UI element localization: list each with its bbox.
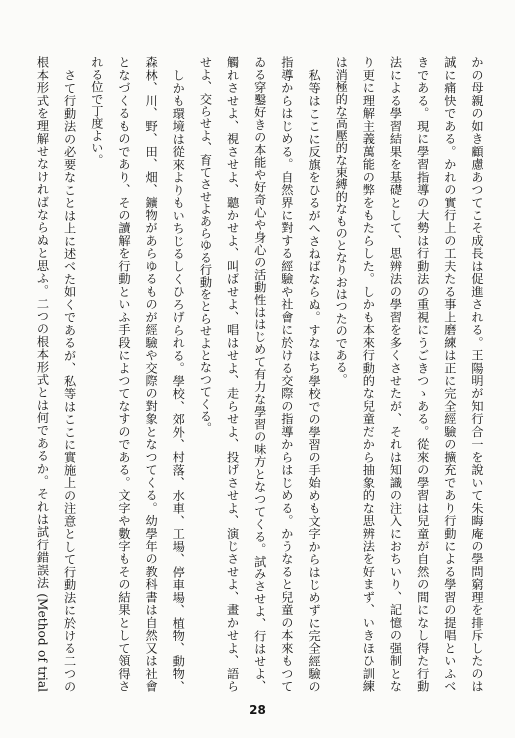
- text-column-3: きである。現に學習指導の大勢は行動法の重視にうごきつゝある。從來の學習は兒童が自然の間になし得た行動: [415, 56, 430, 692]
- text-column-17: 根本形式を理解せなければならぬと思ふ。二つの根本形式とは何であるか。それは試行錯誤法 (Method of trial: [35, 56, 50, 692]
- text-column-14: となづくるものであり、その讀解を行動といふ手段によつてなすのである。文字や數字もその結果として領得さ: [116, 56, 131, 692]
- text-column-7: 私等はここに反旗をひるがへさねばならぬ。すなはち學校での學習の手始めも文字からはじめずに完全經驗の: [307, 68, 322, 692]
- text-column-10: 觸れさせよ、視させよ、聽かせよ、叫ばせよ、唱はせよ、走らせよ、投げさせよ、演じさせよ、畫かせよ、語ら: [225, 56, 240, 692]
- text-column-1: かの母親の如き顧慮あつてこそ成長は促進される。王陽明が知行合一を說いて朱晦庵の學問窮理を排斥したのは: [470, 56, 484, 692]
- text-column-8: 指導からはじめる。自然界に對する經驗や社會に於ける交際の指導からはじめる。かうなると兒童の本來もつて: [279, 56, 294, 692]
- text-column-13: 森林、川、野、田、畑、鑛物があらゆるものが經驗や交際の對象となつてくる。幼學年の教科書は自然又は社會: [144, 56, 159, 692]
- text-column-16: さて行動法の必要なことは上に述べた如くであるが、私等はここに實施上の注意として行動法に於ける二つの: [62, 68, 77, 692]
- text-column-4: 法による學習結果を基礎として、思辨法の學習を多くさせたが、それは知識の注入におちいり、記憶の强制とな: [388, 56, 403, 692]
- text-column-15: れる位で丁度よい。: [89, 56, 104, 166]
- text-column-12: しかも環境は從來よりもいちじるしくひろげられる。學校、郊外、村落、水車、工場、停車場、植物、動物、: [171, 68, 186, 692]
- text-column-11: せよ、交らせよ、育てさせよあらゆる行動をとらせよとなつてくる。: [198, 56, 213, 435]
- text-column-6: は消極的な高壓的な束縛的なものとなりおはつたのである。: [334, 56, 349, 386]
- text-column-2: 誠に痛快である。かれの實行上の工夫たる事上磨練は正に完全經驗の擴充であり行動による學習の提唱といふべ: [442, 56, 457, 692]
- body-text: [28, 56, 490, 692]
- text-column-5: り更に理解主義萬能の弊をもたらした。しかも本來行動的な兒童だから抽象的な思辨法を好まず、いきほひ訓練: [361, 56, 376, 692]
- page-number: 28: [249, 703, 266, 717]
- text-column-9: ゐる穿鑿好きの本能や好奇心や身心の活動性ははじめて有力な學習の味方となつてくる。試みさせよ、行はせよ、: [252, 56, 267, 692]
